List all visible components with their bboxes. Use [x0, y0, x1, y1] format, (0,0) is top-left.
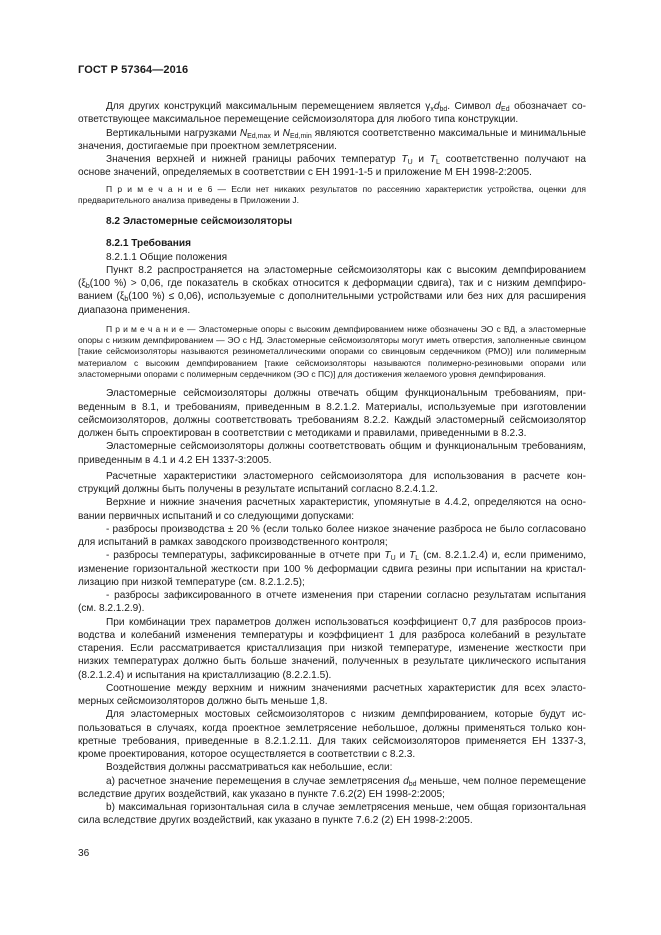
document-header: ГОСТ Р 57364—2016 [78, 64, 189, 76]
page-number: 36 [78, 848, 90, 859]
list-item: - разбросы производства ± 20 % (если только более низкое значение разброса не было согласовано для испытаний в рамках заводского производственного контроля; [78, 523, 586, 549]
note-6: П р и м е ч а н и е 6 — Если нет никаких результатов по рассеянию характеристик устройства, оценки для предварительного анализа приведены в Приложении J. [78, 183, 586, 205]
subsection-heading: 8.2.1 Требования [106, 238, 191, 250]
paragraph: Значения верхней и нижней границы рабочих температур $T_U$ и $T_L$ соответственно получают на основе значений, определяемых в соответствии с ЕН 1991-1-5 и приложение М ЕН 1998-2:2005. [78, 154, 587, 179]
paragraph: Воздействия должны рассматриваться как небольшие, если: [106, 762, 393, 774]
paragraph: Пункт 8.2 распространяется на эластомерные сейсмоизоляторы как с высоким демпфированием ($\xi_b(100$ %) > 0,06, где показатель в скобках относится к деформации сдвига), так и с низким демпфированием ($\xi_b(100$ %) ≤ 0,06), используемые с дополнительными устройствами или без них для расширения диапазона применения. [78, 264, 586, 316]
list-item: - разбросы температуры, зафиксированные в отчете при $T_U$ и $T_L$ (см. 8.2.1.2.4) и, если применимо, изменение горизонтальной жесткости при 100 % деформации сдвига резины при испытании на кристаллизацию при низкой температуре (см. 8.2.1.2.5); [78, 550, 587, 588]
paragraph: Эластомерные сейсмоизоляторы должны отвечать общим функциональным требованиям, приведенным в 8.1, и требованиям, приведенным в 8.2.1.2. Материалы, используемые при изготовлении сейсмоизоляторов, должны соответствовать требованиям 8.2.2. Каждый эластомерный сейсмоизолятор должен быть спроектирован в соответствии с методиками и правилами, приведенными в 8.2.3. [78, 388, 586, 440]
section-heading: 8.2 Эластомерные сейсмоизоляторы [106, 216, 293, 228]
paragraph: Для эластомерных мостовых сейсмоизоляторов с низким демпфированием, которые будут использоваться в случаях, когда проектное землетрясение небольшое, должны применяться только конкретные требования, приведенные в 8.2.1.2.11. Для таких сейсмоизоляторов применяется ЕН 1337-3, кроме проектирования, которое осуществляется в соответствии с 8.2.3. [78, 709, 586, 761]
paragraph: Верхние и нижние значения расчетных характеристик, упомянутые в 4.4.2, определяются на основании первичных испытаний и со следующими допусками: [78, 497, 586, 522]
list-item: а) расчетное значение перемещения в случае землетрясения $d_{bd}$ меньше, чем полное перемещение вследствие других воздействий, как указано в пункте 7.6.2(2) ЕН 1998-2:2005; [78, 775, 586, 800]
note: П р и м е ч а н и е — Эластомерные опоры с высоким демпфированием ниже обозначены ЭО с ВД, а эластомерные опоры с низким демпфированием — ЭО с НД. Эластомерные сейсмоизоляторы могут иметь отверстия, заполненные свинцом [такие сейсмоизоляторы называются резинометаллическими опорами со свинцовым сердечником (РМО)] или полимерным материалом с высоким демпфированием [такие сейсмоизоляторы называются полимерно-резиновыми опорами или эластомерными опорами с полимерным сердечником (ЭО с ПС)] для достижения желаемого уровня демпфирования. [78, 323, 586, 380]
document-body [78, 100, 586, 828]
paragraph: Для других конструкций максимальным перемещением является $\gamma_xd_{bd}$. Символ $d_{Ed}$ обозначает соответствующее максимальное перемещение сейсмоизолятора для любого типа конструкции. [78, 101, 586, 126]
paragraph: Эластомерные сейсмоизоляторы должны соответствовать общим и функциональным требованиям, приведенным в 4.1 и 4.2 ЕН 1337-3:2005. [78, 441, 586, 466]
list-item: - разбросы зафиксированного в отчете изменения при старении согласно результатам испытания (см. 8.2.1.2.9). [78, 590, 586, 615]
paragraph: Вертикальными нагрузками $N_{Ed,max}$ и $N_{Ed,min}$ являются соответственно максимальные и минимальные значения, достигаемые при проектном землетрясении. [78, 127, 587, 152]
paragraph: При комбинации трех параметров должен использоваться коэффициент 0,7 для разбросов производства и колебаний изменения температуры и коэффициент 1 для разброса колебаний в результате старения. Если рассматривается кристаллизация при низкой температуре, изменение жесткости при низких температурах должно быть больше значений, полученных в результате циклического испытания (8.2.1.2.4) и испытания на кристаллизацию (8.2.2.1.5). [78, 616, 586, 681]
subsubsection-heading: 8.2.1.1 Общие положения [106, 251, 228, 263]
paragraph: Соотношение между верхним и нижним значениями расчетных характеристик для всех эластомерных сейсмоизоляторов должно быть меньше 1,8. [78, 682, 586, 708]
list-item: b) максимальная горизонтальная сила в случае землетрясения меньше, чем общая горизонтальная сила вследствие других воздействий, как указано в пункте 7.6.2 (2) ЕН 1998-2:2005. [78, 802, 586, 827]
paragraph: Расчетные характеристики эластомерного сейсмоизолятора для использования в расчете конструкций должны быть получены в результате испытаний согласно 8.2.4.1.2. [78, 470, 586, 496]
